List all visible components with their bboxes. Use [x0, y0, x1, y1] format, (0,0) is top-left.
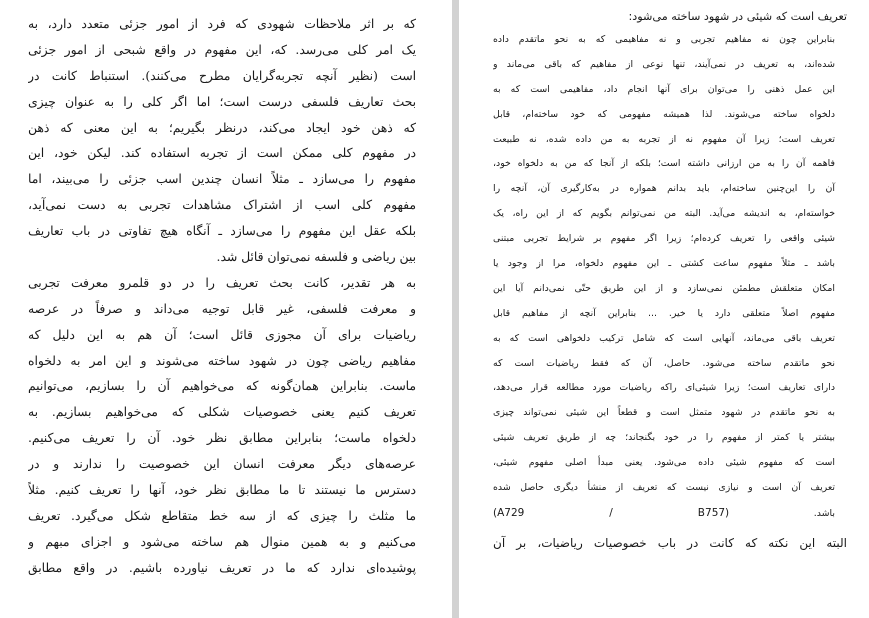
text-line: که بر اثر ملاحظات شهودی که فرد از امور جزئی متعدد دارد، به: [28, 17, 416, 31]
kant-quotation: [493, 28, 847, 526]
quote-line: است که مفهوم شیئی داده می‌شود. یعنی مبدأ اصلی مفهوم شیئی،: [493, 457, 835, 469]
continuation-line: البته این نکته که کانت در باب خصوصیات ریاضیات، بر آن: [493, 535, 847, 550]
citation-reference: (A729 / B757): [493, 506, 730, 519]
text-line: دلخواه ماست؛ بنابراین مطابق نظر خود. آن را تعریف می‌کنیم.: [28, 431, 416, 446]
text-line: ماست. بنابراین همان‌گونه که می‌خواهیم آن را بسازیم، می‌توانیم: [28, 379, 416, 394]
text-line: مفاهیم ریاضی چون در شهود ساخته می‌شوند و این امر به دلخواه: [28, 353, 416, 368]
quote-line: دلخواه ساخته می‌شوند. لذا همیشه مفهومی که خود ساخته‌ام، قابل: [493, 108, 835, 120]
quote-line: نحو ماتقدم ساخته می‌شود. حاصل، آن که فقط ریاضیات است که: [493, 357, 835, 369]
text-line: تعریف کنیم یعنی خصوصیات شکلی که می‌خواهیم بسازیم. به: [28, 405, 416, 420]
quote-line: [493, 501, 847, 526]
text-line: در مفهوم کلی ممکن است از تجربه استفاده کند. لیکن خود، این: [28, 146, 416, 161]
book-gutter: [452, 0, 459, 618]
right-page: [459, 0, 869, 618]
text-line: بلکه عقل این مفهوم را می‌سازد ـ آنگاه هیچ تفاوتی در باب تعاریف: [28, 224, 416, 239]
left-page-text: [28, 12, 416, 582]
quote-line: شیئی واقعی را تعریف کرده‌ام؛ زیرا اگر مفهوم بر شرایط تجربی مبتنی: [493, 233, 835, 245]
quote-line: مفهوم اصلاً متعلقی دارد یا خیر. ... بنابراین آنچه از مفاهیم قابل: [493, 307, 835, 319]
quote-line: بیشتر یا کمتر از مفهوم را در خود بگنجاند؛ چه از طریق تعریف شیئی: [493, 432, 835, 444]
text-line: است (نظیر آنچه تجربه‌گرایان مطرح می‌کنند). استنباط کانت در: [28, 68, 416, 83]
quote-last-text: باشد.: [813, 507, 836, 519]
text-line: به هر تقدیر، کانت بحث تعریف را در دو قلمرو معرفت تجربی: [28, 275, 416, 290]
text-line: عرصه‌های دیگر معرفت انسان این خصوصیت را ندارند و در: [28, 457, 416, 472]
quote-line: شده‌اند، به تعریف در نمی‌آیند، تنها نوعی از مفاهیم که باقی می‌ماند و: [493, 58, 835, 70]
quote-line: بنابراین چون نه مفاهیم تجربی و نه مفاهیمی که به نحو ماتقدم داده: [493, 34, 835, 45]
text-line: پوشیده‌ای ندارد که ما در تعریف نیاورده باشیم. در واقع مطابق: [28, 560, 416, 575]
quote-line: به نحو ماتقدم در شهود متمثل است و قطعاً این شیئی نمی‌تواند چیزی: [493, 407, 835, 419]
text-line: و معرفت فلسفی، غیر قابل توجیه می‌داند و صرفاً در عرصه: [28, 301, 416, 316]
quote-line: امکان متعلقش مطمئن نمی‌سازد و از این طریق حتّی نمی‌دانم آیا این: [493, 282, 835, 294]
text-line: دسترس ما نیستند تا ما مطابق نظر خود، آنها را تعریف کنیم. مثلاً: [28, 483, 416, 498]
quote-line: این عمل ذهنی را می‌توان برای آنها انجام داد، مفاهیمی است که به: [493, 83, 835, 95]
text-line: بین ریاضی و فلسفه نمی‌توان قائل شد.: [216, 250, 416, 265]
quote-line: باشد ـ مثلاً مفهوم ساعت کشتی ـ این مفهوم دلخواه، مرا از وجود یا: [493, 258, 835, 270]
text-line: مفهوم کلی اسب از اشتراک مشاهدات تجربی به دست نمی‌آید،: [28, 198, 416, 213]
text-line: می‌کنیم و به همین منوال هم ساخته می‌شود و اجزای مبهم و: [28, 534, 416, 549]
quote-line: تعریف است؛ زیرا آن مفهوم نه از تجربه به من داده شده، نه طبیعت: [493, 133, 835, 145]
quote-line: خواسته‌ام، به اندیشه می‌آید. البته من نمی‌توانم بگویم که از این راه، یک: [493, 208, 835, 220]
quote-line: تعریف باقی می‌ماند، آنهایی است که شامل ترکیب دلخواهی است که به: [493, 332, 835, 344]
text-line: ریاضیات برای آن مجوزی قائل است؛ آن هم به این دلیل که: [28, 327, 416, 342]
intro-line: تعریف است که شیئی در شهود ساخته می‌شود:: [628, 10, 847, 23]
text-line: که ذهن خود ایجاد می‌کند، درنظر بگیریم؛ به این معنی که ذهن: [28, 120, 416, 135]
text-line: یک امر کلی می‌رسد. که، این مفهوم در واقع شبحی از امور جزئی: [28, 42, 416, 57]
text-line: مفهوم را می‌سازد ـ مثلاً انسان چندین اسب جزئی را می‌بیند، اما: [28, 172, 416, 187]
text-line: ما مثلث را چیزی که از سه خط متقاطع شکل می‌گیرد. تعریف: [28, 508, 416, 523]
quote-line: آن را این‌چنین ساخته‌ام، باید بدانم همواره در به‌کارگیری آن، آنچه را: [493, 183, 835, 195]
quote-line: تعریف آن است و نیازی نیست که تعریف از منشأ دیگری حاصل شده: [493, 482, 835, 494]
quote-line: فاهمه آن را به من ارزانی داشته است؛ بلکه از آنجا که من به دلخواه خود،: [493, 158, 835, 170]
quote-line: دارای تعاریف است؛ زیرا شیئی‌ای راکه ریاضیات مورد مطالعه قرار می‌دهد،: [493, 382, 835, 394]
text-line: بحث تعاریف فلسفی درست است؛ اما اگر کلی را به عنوان چیزی: [28, 94, 416, 109]
